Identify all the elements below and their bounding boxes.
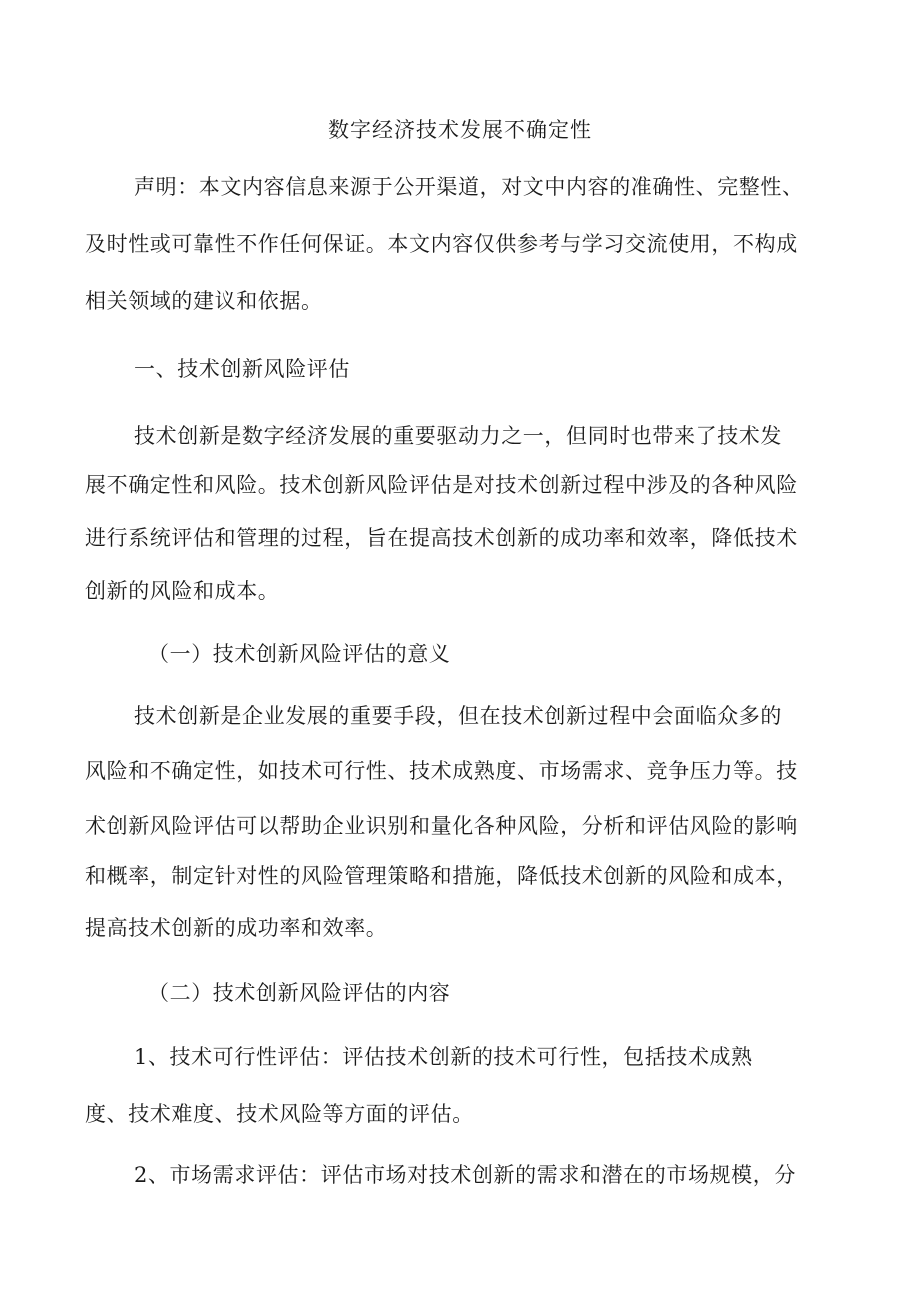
paragraph-line: 技术创新是企业发展的重要手段，但在技术创新过程中会面临众多的 <box>134 704 782 728</box>
list-item-1-line-2: 度、技术难度、技术风险等方面的评估。 <box>85 1102 474 1126</box>
paragraph-line: 提高技术创新的成功率和效率。 <box>85 916 388 940</box>
paragraph-line: 技术创新是数字经济发展的重要驱动力之一，但同时也带来了技术发 <box>134 424 782 448</box>
section-heading: 一、技术创新风险评估 <box>134 357 350 381</box>
paragraph-line: 展不确定性和风险。技术创新风险评估是对技术创新过程中涉及的各种风险 <box>85 473 798 497</box>
paragraph-line: 术创新风险评估可以帮助企业识别和量化各种风险，分析和评估风险的影响 <box>85 814 798 838</box>
paragraph-line: 进行系统评估和管理的过程，旨在提高技术创新的成功率和效率，降低技术 <box>85 526 798 550</box>
subsection-heading-1: （一）技术创新风险评估的意义 <box>148 642 451 666</box>
subsection-heading-2: （二）技术创新风险评估的内容 <box>148 981 451 1005</box>
list-item-1-line-1: 1、技术可行性评估：评估技术创新的技术可行性，包括技术成熟 <box>134 1045 753 1069</box>
paragraph-line: 风险和不确定性，如技术可行性、技术成熟度、市场需求、竞争压力等。技 <box>85 759 798 783</box>
disclaimer-line-3: 相关领域的建议和依据。 <box>85 289 323 313</box>
disclaimer-line-2: 及时性或可靠性不作任何保证。本文内容仅供参考与学习交流使用，不构成 <box>85 232 798 256</box>
document-title: 数字经济技术发展不确定性 <box>328 118 592 142</box>
list-item-2-line-1: 2、市场需求评估：评估市场对技术创新的需求和潜在的市场规模，分 <box>134 1163 796 1187</box>
paragraph-line: 和概率，制定针对性的风险管理策略和措施，降低技术创新的风险和成本， <box>85 864 798 888</box>
paragraph-line: 创新的风险和成本。 <box>85 579 280 603</box>
disclaimer-line-1: 声明：本文内容信息来源于公开渠道，对文中内容的准确性、完整性、 <box>134 175 804 199</box>
